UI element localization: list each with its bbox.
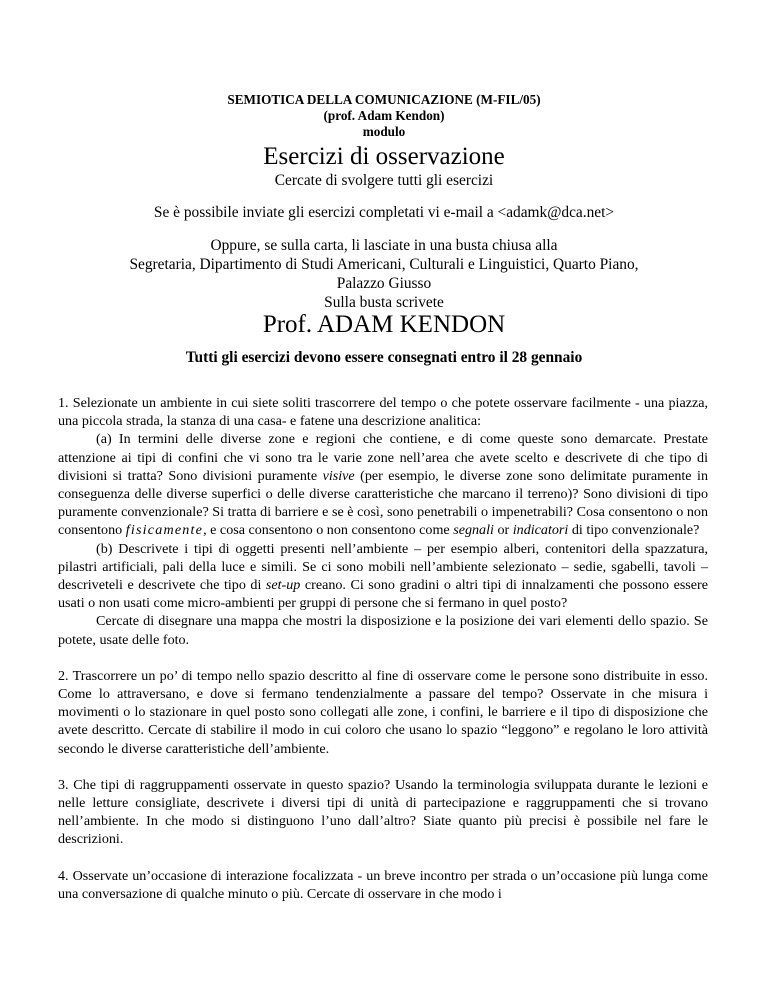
address-line-2: Segretaria, Dipartimento di Studi Americani, Culturali e Linguistici, Quarto Piano, [129,256,639,273]
exercise-2: 2. Trascorrere un po’ di tempo nello spazio descritto al fine di osservare come le persone sono distribuite in esso. Come lo attraversano, e dove si fermano tendenzialmente a passare del tempo? Osservate in che misura i movimenti o lo stazionare in quel posto sono collegati alle zone, i confini, le barriere e il tipo di disposizione che avete descritto. Cercate di stabilire il modo in cui coloro che usano lo spazio “leggono” e regolano le loro attività secondo le diverse caratteristiche dell’ambiente. [58,667,708,757]
exercise-4: 4. Osservate un’occasione di interazione focalizzata - un breve incontro per strada o un’occasione più lunga come una conversazione di qualche minuto o più. Cercate di osservare in che modo i [58,867,708,902]
page-subtitle: Cercate di svolgere tutti gli esercizi [274,172,494,189]
address-line-1: Oppure, se sulla carta, li lasciate in una busta chiusa alla [210,237,558,254]
recipient-name: Prof. ADAM KENDON [262,311,506,338]
address-line-3: Palazzo Giusso [336,275,432,292]
course-professor: (prof. Adam Kendon) [323,108,445,123]
exercise-1-map: Cercate di disegnare una mappa che mostri la disposizione e la posizione dei vari elementi dello spazio. Se potete, usate delle foto. [58,613,708,648]
exercise-1a: (a) In termini delle diverse zone e regioni che contiene, e di come queste sono demarcate. Prestate attenzione ai tipi di confini che vi sono tra le varie zone nell’area che avete scelto e descrivete di che tipo di divisioni si tratta? Sono divisioni puramente visive (per esempio, le diverse zone sono delimitate puramente in conseguenza delle diverse superfici o delle diverse caratteristiche che marcano il terreno)? Sono divisioni di tipo puramente convenzionale? Si tratta di barriere e se è così, sono penetrabili o impenetrabili? Cosa consentono o non consentono fisicamente, e cosa consentono o non consentono come segnali or indicatori di tipo convenzionale? [58,431,708,539]
course-module: modulo [362,124,406,139]
exercise-1b: (b) Descrivete i tipi di oggetti presenti nell’ambiente – per esempio alberi, contenitori della spazzatura, pilastri artificiali, pali della luce e simili. Se ci sono mobili nell’ambiente selezionato – sedie, sgabelli, tavoli – descriveteli e descrivete che tipo di set-up creano. Ci sono gradini o altri tipi di innalzamenti che possono essere usati o non usati come micro-ambienti per gruppi di persone che si fermano in quel posto? [58,540,708,612]
course-title: SEMIOTICA DELLA COMUNICAZIONE (M-FIL/05) [227,92,541,107]
email-instruction: Se è possibile inviate gli esercizi completati vi e-mail a <adamk@dca.net> [153,204,615,221]
exercises-body [58,394,708,903]
page-title: Esercizi di osservazione [263,143,505,170]
exercise-1-intro: 1. Selezionate un ambiente in cui siete soliti trascorrere del tempo o che potete osservare facilmente - una piazza, una piccola strada, la stanza di una casa- e fatene una descrizione analitica: [58,395,708,430]
exercise-3: 3. Che tipi di raggruppamenti osservate in questo spazio? Usando la terminologia sviluppata durante le lezioni e nelle letture consigliate, descrivete i diversi tipi di unità di partecipazione e raggruppamenti che si trovano nell’ambiente. In che modo si distinguono l’uno dall’altro? Siate quanto più precisi è possibile nel fare le descrizioni. [58,776,708,848]
deadline-notice: Tutti gli esercizi devono essere consegnati entro il 28 gennaio [185,349,583,366]
address-line-4: Sulla busta scrivete [324,294,444,311]
